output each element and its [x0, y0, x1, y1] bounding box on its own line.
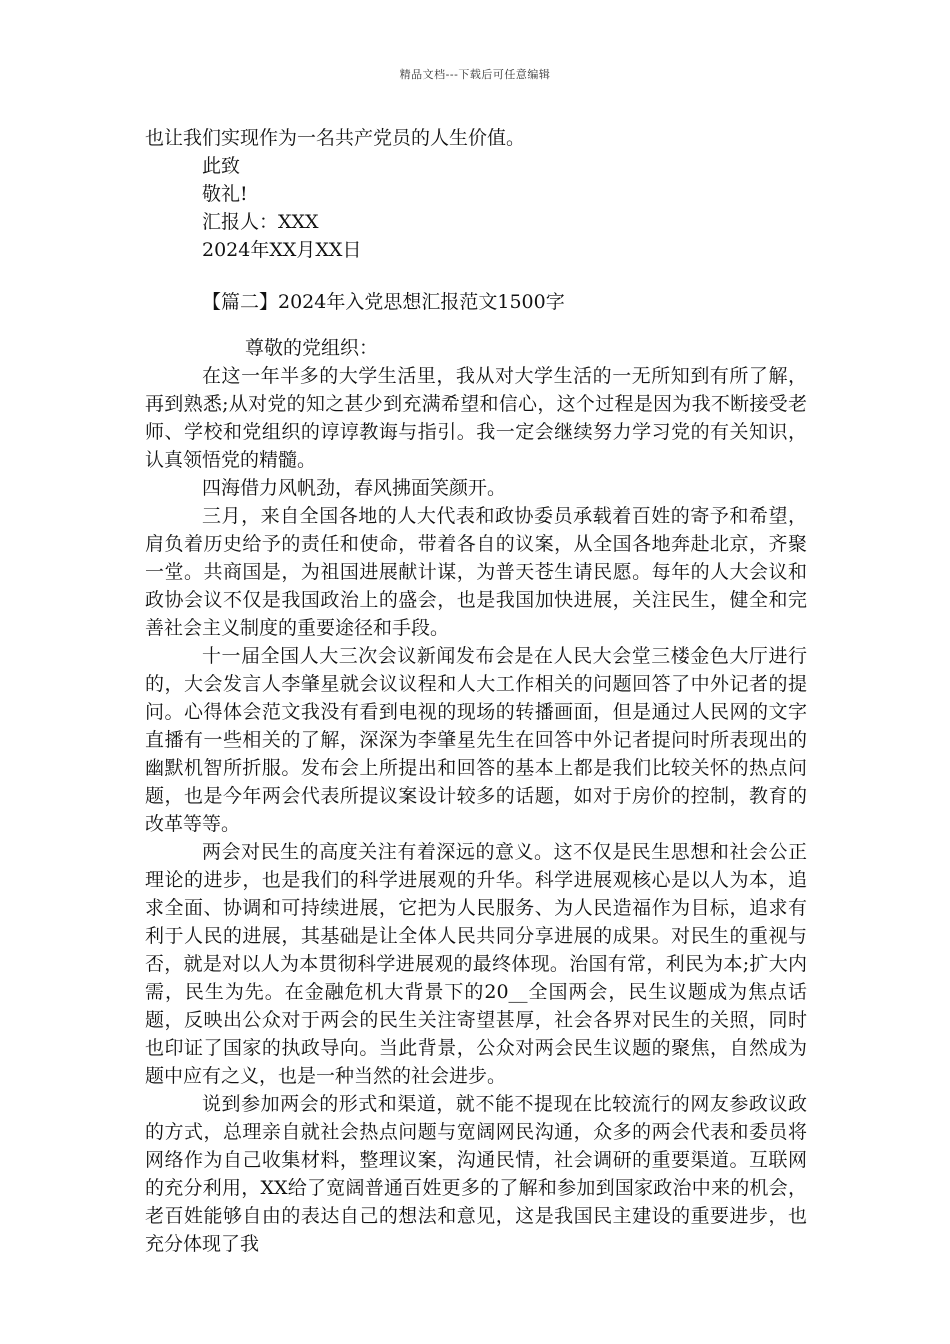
closing-line: 也让我们实现作为一名共产党员的人生价值。	[145, 127, 526, 149]
respect-line: 敬礼!	[202, 183, 248, 205]
paragraph: 四海借力风帆劲，春风拂面笑颜开。	[202, 477, 507, 499]
page-header: 精品文档---下载后可任意编辑	[399, 68, 551, 81]
paragraph: 十一届全国人大三次会议新闻发布会是在人民大会堂三楼金色大厅进行的，大会发言人李肇星就会议议程和人大工作相关的问题回答了中外记者的提问。心得体会范文我没有看到电视的现场的转播画面，但是通过人民网的文字直播有一些相关的了解，深深为李肇星先生在回答中外记者提问时所表现出的幽默机智所折服。发布会上所提出和回答的基本上都是我们比较关怀的热点问题，也是今年两会代表所提议案设计较多的话题，如对于房价的控制，教育的改革等等。	[145, 645, 807, 835]
report-date: 2024年XX月XX日	[202, 239, 362, 261]
paragraph: 三月，来自全国各地的人大代表和政协委员承载着百姓的寄予和希望，肩负着历史给予的责任和使命，带着各自的议案，从全国各地奔赴北京，齐聚一堂。共商国是，为祖国进展献计谋，为普天苍生请民愿。每年的人大会议和政协会议不仅是我国政治上的盛会，也是我国加快进展，关注民生，健全和完善社会主义制度的重要途径和手段。	[145, 505, 807, 639]
document-body	[145, 124, 807, 1258]
salutation: 此致	[202, 155, 241, 177]
paragraph: 两会对民生的高度关注有着深远的意义。这不仅是民生思想和社会公正理论的进步，也是我们的科学进展观的升华。科学进展观核心是以人为本，追求全面、协调和可持续进展，它把为人民服务、为人民造福作为目标，追求有利于人民的进展，其基础是让全体人民共同分享进展的成果。对民生的重视与否，就是对以人为本贯彻科学进展观的最终体现。治国有常，利民为本;扩大内需，民生为先。在金融危机大背景下的20__全国两会，民生议题成为焦点话题，反映出公众对于两会的民生关注寄望甚厚，社会各界对民生的关照，同时也印证了国家的执政导向。当此背景，公众对两会民生议题的聚焦，自然成为题中应有之义，也是一种当然的社会进步。	[145, 841, 807, 1087]
section-title: 【篇二】2024年入党思想汇报范文1500字	[202, 291, 565, 313]
paragraph: 说到参加两会的形式和渠道，就不能不提现在比较流行的网友参政议政的方式，总理亲自就社会热点问题与宽阔网民沟通，众多的两会代表和委员将网络作为自己收集材料，整理议案，沟通民情，社会调研的重要渠道。互联网的充分利用，XX给了宽阔普通百姓更多的了解和参加到国家政治中来的机会，老百姓能够自由的表达自己的想法和意见，这是我国民主建设的重要进步，也充分体现了我	[145, 1093, 807, 1255]
paragraph: 在这一年半多的大学生活里，我从对大学生活的一无所知到有所了解，再到熟悉;从对党的知之甚少到充满希望和信心，这个过程是因为我不断接受老师、学校和党组织的谆谆教诲与指引。我一定会继续努力学习党的有关知识，认真领悟党的精髓。	[145, 365, 807, 471]
greeting: 尊敬的党组织：	[245, 337, 379, 359]
reporter-line: 汇报人：XXX	[202, 211, 319, 233]
